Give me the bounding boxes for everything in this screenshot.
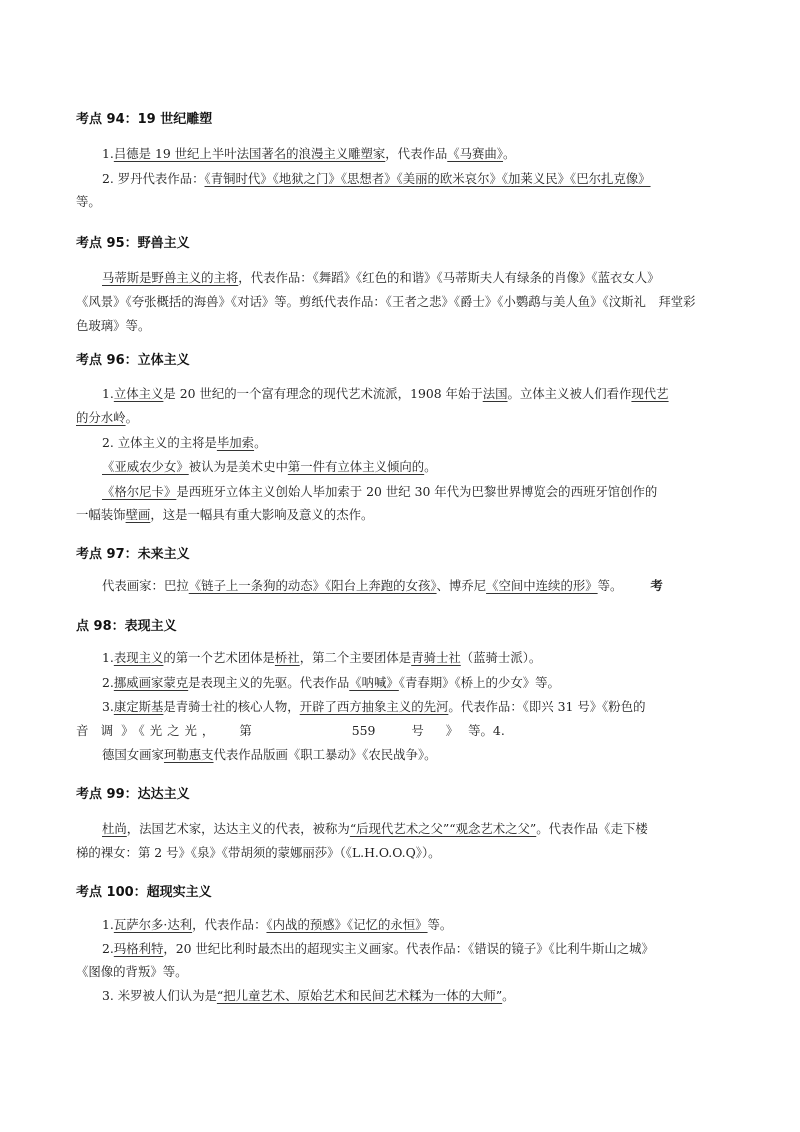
text: 《青春期》《桥上的少女》等。 [398, 675, 560, 690]
paragraph-98-1 [102, 650, 541, 666]
paragraph-95-3: 色玻璃》等。 [76, 318, 151, 333]
text: 、博乔尼 [436, 578, 487, 593]
underlined-text: 的分水岭 [76, 410, 126, 425]
underlined-text: 玛格利特 [113, 941, 164, 956]
text: 代表画家：巴拉 [102, 578, 189, 593]
paragraph-99-1 [102, 821, 648, 837]
section-heading-96: 考点 96：立体主义 [76, 353, 190, 368]
paragraph-96-3 [102, 435, 266, 451]
text: 代表作品版画《职工暴动》《农民战争》。 [213, 747, 437, 762]
paragraph-100-2 [102, 941, 654, 957]
paragraph-100-1 [102, 917, 452, 933]
underlined-text: 开辟了西方抽象主义的先河 [299, 699, 449, 714]
underlined-text: 杜尚 [102, 821, 127, 836]
text: 。 [502, 988, 515, 1003]
text: 。 [424, 459, 437, 474]
underlined-text: “后现代艺术之父”“观念艺术之父” [349, 821, 537, 836]
underlined-text: 现代艺 [631, 386, 669, 401]
paragraph-96-4 [102, 459, 437, 475]
text: ，这是一幅具有重大影响及意义的杰作。 [150, 507, 374, 522]
text: 。 [125, 410, 138, 425]
section-heading-97: 考点 97：未来主义 [76, 547, 190, 562]
text: 1. [102, 386, 114, 401]
text: 2. 立体主义的主将是 [102, 435, 217, 450]
paragraph-96-5 [102, 484, 657, 500]
text: ，第二个主要团体是 [299, 650, 412, 665]
text: ，代表作品：《舞蹈》《红色的和谐》《马蒂斯夫人有绿条的肖像》《蓝衣女人》 [238, 270, 660, 285]
text: 2. [102, 675, 114, 690]
text: 的第一个艺术团体是 [163, 650, 275, 665]
paragraph-98-4 [76, 723, 505, 739]
underlined-text: 《呐喊》 [349, 675, 399, 690]
text: 是西班牙立体主义创始人毕加索于 20 世纪 30 年代为巴黎世界博览会的西班牙馆创作的 [176, 484, 658, 499]
paragraph-98-5 [102, 747, 437, 763]
paragraph-97-1 [102, 578, 663, 594]
text: 。 [503, 146, 516, 161]
paragraph-98-3 [102, 699, 645, 715]
text: 考 [650, 578, 663, 593]
paragraph-94-2 [102, 171, 651, 187]
underlined-text: “把儿童艺术、原始艺术和民间艺术糅为一体的大师” [216, 988, 503, 1003]
underlined-text: 《空间中连续的形》 [486, 578, 598, 593]
text: 号 [411, 723, 424, 738]
text: 等。 [427, 917, 453, 932]
underlined-text: 桥社 [274, 650, 300, 665]
paragraph-100-4 [102, 988, 515, 1004]
underlined-text: 《青铜时代》《地狱之门》《思想者》《美丽的欧米哀尔》《加莱义民》《巴尔扎克像》 [204, 171, 651, 186]
text: 一幅装饰 [76, 507, 126, 522]
text: 是青骑士社的核心人物， [163, 699, 300, 714]
underlined-text: 马蒂斯是野兽主义的主将 [102, 270, 239, 285]
paragraph-94-1 [102, 146, 515, 162]
underlined-text: 挪威画家蒙克 [113, 675, 189, 690]
text: 1. [102, 650, 114, 665]
text: 第 [239, 723, 252, 738]
text: 1. [102, 917, 114, 932]
section-heading-100: 考点 100：超现实主义 [76, 885, 212, 900]
underlined-text: 珂勒惠支 [163, 747, 214, 762]
underlined-text: 康定斯基 [113, 699, 164, 714]
text: 等。4. [468, 723, 505, 738]
underlined-text: 《格尔尼卡》 [102, 484, 177, 499]
text: （蓝骑士派）。 [460, 650, 542, 665]
text: 等。 [597, 578, 623, 593]
underlined-text: 吕德是 19 世纪上半叶法国著名的浪漫主义雕塑家 [113, 146, 386, 161]
text: ，20 世纪比利时最杰出的超现实主义画家。代表作品：《错误的镜子》《比利牛斯山之城》 [163, 941, 654, 956]
paragraph-94-3: 等。 [76, 194, 101, 209]
text: 559 [351, 723, 376, 738]
underlined-text: 表现主义 [113, 650, 164, 665]
section-heading-99: 考点 99：达达主义 [76, 787, 190, 802]
text: 》《光之光， [121, 723, 220, 738]
section-heading-94: 考点 94：19 世纪雕塑 [76, 112, 213, 127]
underlined-text: 《亚威农少女》 [102, 459, 189, 474]
text: 是 20 世纪的一个富有理念的现代艺术流派，1908 年始于 [163, 386, 483, 401]
text: 。代表作品《走下楼 [536, 821, 648, 836]
text: 3. [102, 699, 114, 714]
paragraph-99-2: 梯的裸女：第 2 号》《泉》《带胡须的蒙娜丽莎》（《L.H.O.O.Q》）。 [76, 845, 441, 860]
section-heading-98: 点 98：表现主义 [76, 619, 177, 634]
text: 1. [102, 146, 114, 161]
text: 3. 米罗被人们认为是 [102, 988, 217, 1003]
text: ，法国艺术家，达达主义的代表，被称为 [126, 821, 350, 836]
text: 。 [254, 435, 267, 450]
text: 被认为是美术史中 [188, 459, 288, 474]
paragraph-96-6 [76, 507, 373, 523]
underlined-text: 《链子上一条狗的动态》《阳台上奔跑的女孩》 [188, 578, 437, 593]
text: 音 调 [76, 723, 114, 738]
section-heading-95: 考点 95：野兽主义 [76, 236, 190, 251]
underlined-text: 青骑士社 [411, 650, 461, 665]
text: 2. [102, 941, 114, 956]
paragraph-95-2: 《风景》《夸张概括的海兽》《对话》等。剪纸代表作品：《王者之悲》《爵士》《小鹦鹉与美人鱼》《汶斯礼 拜堂彩 [76, 294, 696, 309]
underlined-text: 《马赛曲》 [447, 146, 504, 161]
text: 》 [445, 723, 459, 738]
underlined-text: 法国 [482, 386, 508, 401]
paragraph-95-1 [102, 270, 660, 286]
underlined-text: 毕加索 [216, 435, 255, 450]
text: 德国女画家 [102, 747, 164, 762]
underlined-text: 瓦萨尔多·达利 [113, 917, 193, 932]
underlined-text: 《内战的预感》《记忆的永恒》 [266, 917, 428, 932]
text: 是表现主义的先驱。代表作品 [188, 675, 350, 690]
paragraph-100-3: 《图像的背叛》等。 [76, 964, 188, 979]
paragraph-98-2 [102, 675, 560, 691]
paragraph-96-2 [76, 410, 138, 426]
text: ，代表作品 [385, 146, 448, 161]
paragraph-96-1 [102, 386, 669, 402]
underlined-text: 壁画 [125, 507, 151, 522]
text: 2. 罗丹代表作品： [102, 171, 205, 186]
underlined-text: 立体主义 [113, 386, 164, 401]
text: ，代表作品： [192, 917, 267, 932]
text: 。代表作品：《即兴 31 号》《粉色的 [448, 699, 646, 714]
underlined-text: 第一件有立体主义倾向的 [287, 459, 425, 474]
text: 。立体主义被人们看作 [507, 386, 632, 401]
